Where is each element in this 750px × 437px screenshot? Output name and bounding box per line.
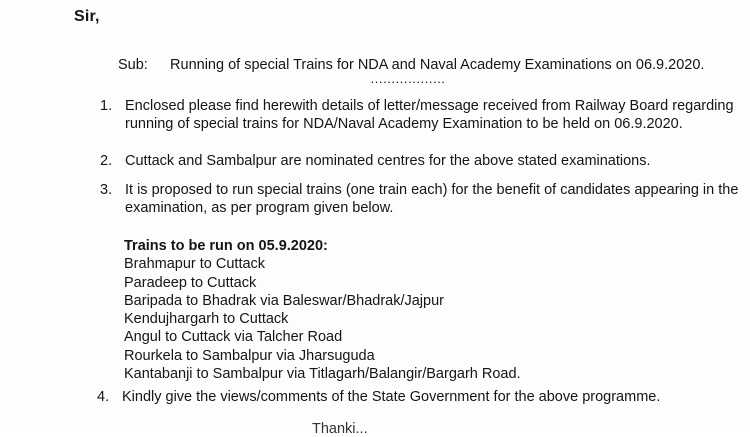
paragraph-line: Cuttack and Sambalpur are nominated centres for the above stated examinations. xyxy=(125,153,651,169)
paragraph-number: 4. xyxy=(97,389,110,405)
train-route-list xyxy=(124,255,521,383)
train-route-item: Paradeep to Cuttack xyxy=(124,274,257,291)
paragraph-line: Enclosed please find herewith details of letter/message received from Railway Board regarding xyxy=(125,98,734,114)
train-route-item: Baripada to Bhadrak via Baleswar/Bhadrak/Jajpur xyxy=(124,292,444,309)
paragraph-text xyxy=(125,181,750,217)
train-route-item: Brahmapur to Cuttack xyxy=(124,256,266,273)
trains-heading: Trains to be run on 05.9.2020: xyxy=(124,238,328,254)
train-route-item: Angul to Cuttack via Talcher Road xyxy=(124,329,343,346)
paragraph-text xyxy=(125,152,750,170)
closing-text-partial: Thanki... xyxy=(312,421,368,437)
paragraph-line: It is proposed to run special trains (one train each) for the benefit of candidates appearing in the xyxy=(125,182,739,198)
trains-schedule xyxy=(124,237,521,383)
paragraph-text xyxy=(125,97,750,133)
train-route-item: Kendujhargarh to Cuttack xyxy=(124,311,289,328)
paragraph-number: 3. xyxy=(100,182,113,198)
paragraph-line: examination, as per program given below. xyxy=(125,200,394,216)
paragraph-number: 2. xyxy=(100,153,113,169)
paragraph-text xyxy=(122,388,750,406)
paragraph-line: Kindly give the views/comments of the State Government for the above programme. xyxy=(122,389,661,405)
train-route-item: Rourkela to Sambalpur via Jharsuguda xyxy=(124,347,375,364)
salutation: Sir, xyxy=(74,8,100,25)
subject-label: Sub: xyxy=(118,57,148,73)
paragraph-number: 1. xyxy=(100,98,113,114)
subject-separator: ……………… xyxy=(370,71,445,86)
subject-text: Running of special Trains for NDA and Naval Academy Examinations on 06.9.2020. xyxy=(170,57,705,73)
paragraph-line: running of special trains for NDA/Naval Academy Examination to be held on 06.9.2020. xyxy=(125,116,683,132)
train-route-item: Kantabanji to Sambalpur via Titlagarh/Balangir/Bargarh Road. xyxy=(124,366,521,383)
